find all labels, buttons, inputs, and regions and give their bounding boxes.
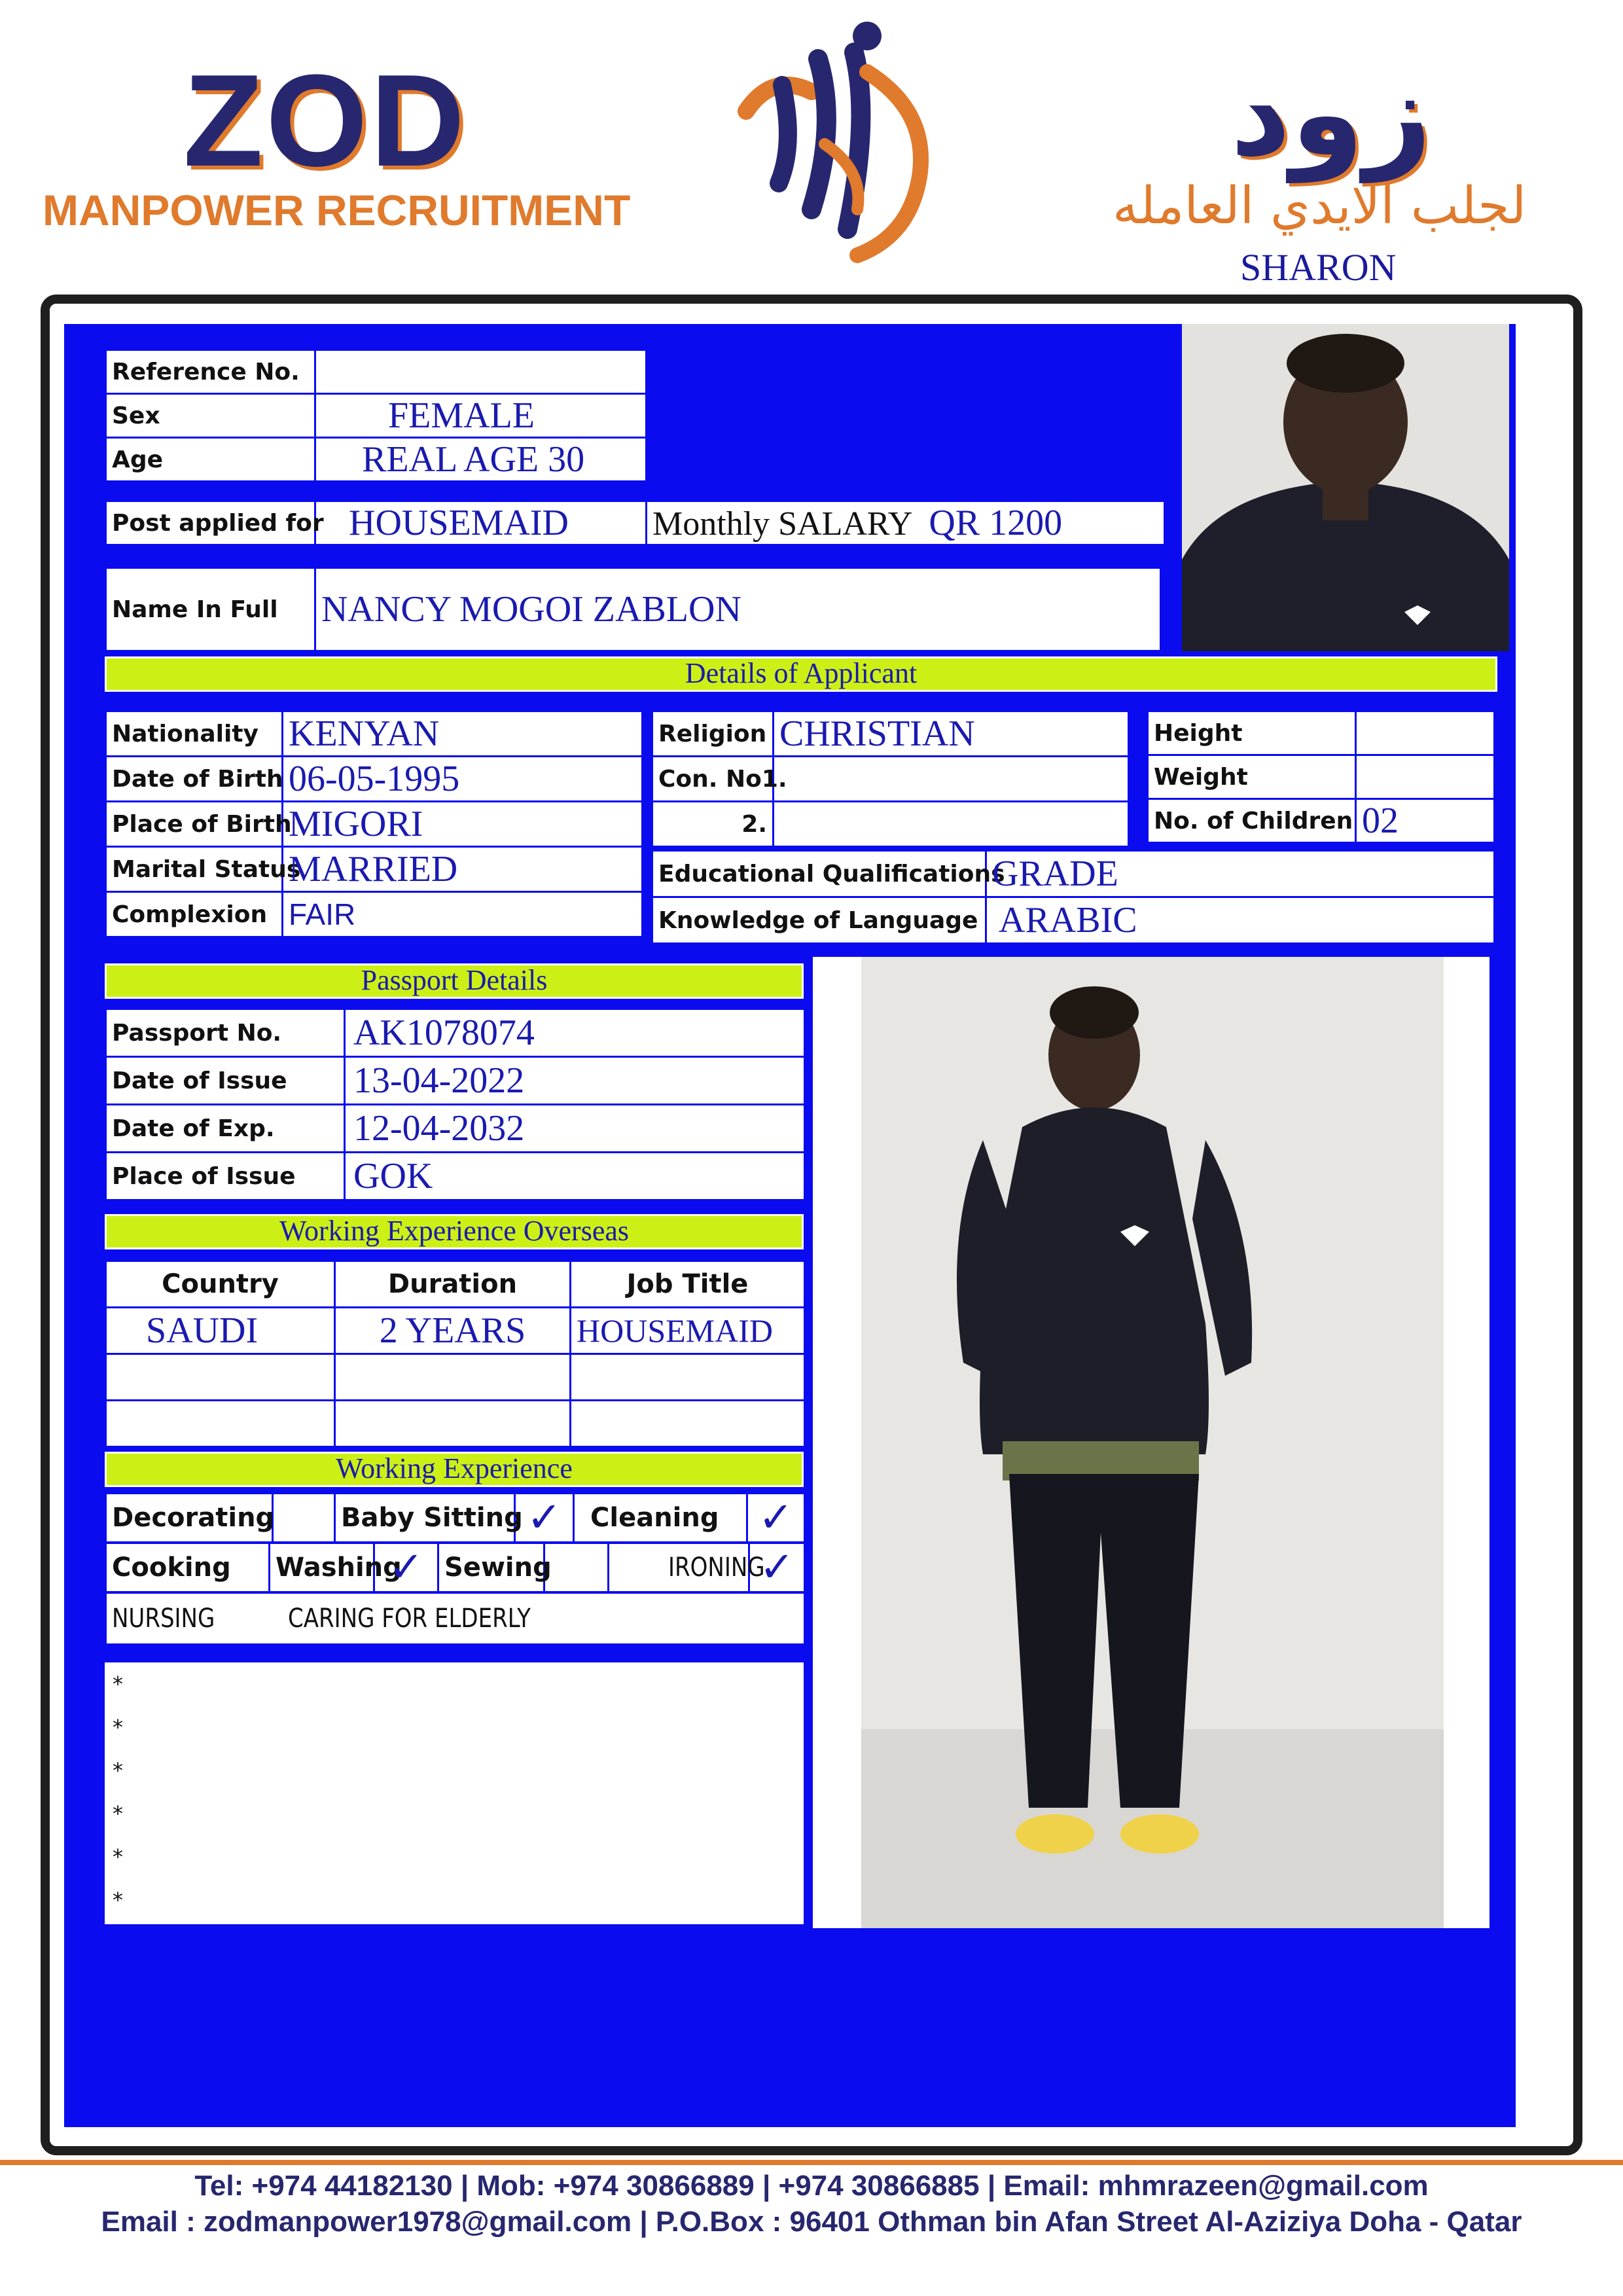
con1-label: Con. No1. (652, 757, 774, 802)
pob-value: MIGORI (283, 802, 643, 847)
check-icon: ✓ (749, 1543, 805, 1592)
overseas-duration (335, 1401, 571, 1447)
full-body-portrait-icon (813, 957, 1489, 1928)
age-value: REAL AGE 30 (315, 438, 647, 482)
passport-title-bar: Passport Details (105, 963, 804, 999)
con1-value (774, 757, 1129, 802)
remark-line: * (113, 1672, 123, 1696)
table-row (106, 1401, 805, 1447)
skill-ironing-label: IRONING (668, 1552, 765, 1583)
passport-number-label: Passport No. (106, 1009, 345, 1057)
skill-nursing-label: NURSING (112, 1604, 215, 1634)
passport-exp-label: Date of Exp. (106, 1105, 345, 1153)
details-title-bar: Details of Applicant (105, 656, 1497, 692)
experience-row-2 (105, 1542, 806, 1593)
table-row (106, 1354, 805, 1401)
age-label: Age (106, 438, 315, 482)
post-label: Post applied for (106, 501, 315, 545)
height-label: Height (1148, 711, 1356, 755)
skill-decorating-check (273, 1494, 335, 1543)
complexion-value: FAIR (283, 892, 643, 937)
education-value: GRADE (986, 851, 1495, 897)
overseas-header-duration: Duration (335, 1261, 571, 1308)
skill-caring-label: CARING FOR ELDERLY (287, 1604, 531, 1634)
marital-value: MARRIED (283, 847, 643, 892)
reference-label: Reference No. (106, 350, 315, 394)
overseas-header-country: Country (106, 1261, 335, 1308)
physical-table (1147, 710, 1495, 844)
check-icon: ✓ (374, 1543, 438, 1592)
skill-sewing-check (544, 1543, 609, 1592)
salary-label: Monthly SALARY (652, 505, 913, 543)
remark-line: * (113, 1888, 123, 1912)
language-value: ARABIC (986, 897, 1495, 944)
agent-name: SHARON (1240, 246, 1397, 289)
children-label: No. of Children (1148, 799, 1356, 843)
nationality-label: Nationality (106, 711, 283, 757)
weight-label: Weight (1148, 755, 1356, 799)
salary-value: QR 1200 (929, 503, 1063, 543)
check-icon: ✓ (515, 1494, 574, 1543)
passport-table (105, 1008, 806, 1201)
passport-number-value: AK1078074 (345, 1009, 805, 1057)
check-icon: ✓ (747, 1494, 805, 1543)
nationality-value: KENYAN (283, 711, 643, 757)
overseas-title-bar: Working Experience Overseas (105, 1214, 804, 1249)
con2-label: 2. (652, 802, 774, 847)
brand-logo-text: ZOD (183, 48, 468, 194)
applicant-headshot (1182, 324, 1509, 651)
salary-cell (647, 501, 1165, 545)
language-label: Knowledge of Language (652, 897, 986, 944)
marital-label: Marital Status (106, 847, 283, 892)
skill-decorating: Decorating (106, 1494, 273, 1543)
religion-label: Religion (652, 711, 774, 757)
overseas-country: SAUDI (106, 1308, 335, 1354)
experience-title-bar: Working Experience (105, 1452, 804, 1487)
name-label: Name In Full (106, 568, 315, 651)
complexion-label: Complexion (106, 892, 283, 937)
skill-ironing (609, 1543, 765, 1592)
applicant-full-photo (813, 957, 1489, 1928)
company-logo-icon (733, 13, 942, 262)
table-row (106, 1308, 805, 1354)
arabic-subtitle: لجلب الايدي العامله (1113, 177, 1527, 236)
overseas-country (106, 1354, 335, 1401)
overseas-job (571, 1401, 805, 1447)
footer-contact-line: Tel: +974 44182130 | Mob: +974 30866889 | +974 30866885 | Email: mhmrazeen@gmail.com (194, 2170, 1429, 2202)
sex-value: FEMALE (315, 394, 647, 438)
con2-value (774, 802, 1129, 847)
name-value: NANCY MOGOI ZABLON (315, 568, 1161, 651)
name-table (105, 567, 1162, 652)
children-value: 02 (1356, 799, 1495, 843)
skill-nursing (106, 1593, 283, 1645)
overseas-job: HOUSEMAID (571, 1308, 805, 1354)
footer-divider (0, 2160, 1623, 2165)
passport-place-label: Place of Issue (106, 1153, 345, 1200)
religion-value: CHRISTIAN (774, 711, 1129, 757)
post-table (105, 500, 1166, 546)
skill-caring (283, 1593, 805, 1645)
overseas-duration: 2 YEARS (335, 1308, 571, 1354)
overseas-country (106, 1401, 335, 1447)
remark-line: * (113, 1715, 123, 1740)
dob-value: 06-05-1995 (283, 757, 643, 802)
religion-table (651, 710, 1130, 848)
height-value (1356, 711, 1495, 755)
remarks-box (105, 1662, 804, 1924)
skill-baby-sitting: Baby Sitting (335, 1494, 515, 1543)
qualifications-table (651, 850, 1495, 944)
remark-line: * (113, 1844, 123, 1869)
passport-place-value: GOK (345, 1153, 805, 1200)
education-label: Educational Qualifications (652, 851, 986, 897)
footer-address-line: Email : zodmanpower1978@gmail.com | P.O.Box : 96401 Othman bin Afan Street Al-Aziziya Doha - Qatar (101, 2206, 1522, 2238)
overseas-job (571, 1354, 805, 1401)
post-value: HOUSEMAID (315, 501, 647, 545)
overseas-table (105, 1260, 806, 1448)
experience-row-3 (105, 1592, 806, 1645)
passport-exp-value: 12-04-2032 (345, 1105, 805, 1153)
headshot-portrait-icon (1182, 324, 1509, 651)
skill-cleaning: Cleaning (574, 1494, 747, 1543)
overseas-header-job: Job Title (571, 1261, 805, 1308)
reference-value (315, 350, 647, 394)
skill-cooking: Cooking (106, 1543, 270, 1592)
weight-value (1356, 755, 1495, 799)
sex-label: Sex (106, 394, 315, 438)
personal-details-table (105, 710, 643, 938)
brand-subtitle: MANPOWER RECRUITMENT (43, 186, 631, 234)
passport-issue-label: Date of Issue (106, 1057, 345, 1105)
skill-washing: Washing (270, 1543, 374, 1592)
overseas-duration (335, 1354, 571, 1401)
experience-row-1 (105, 1492, 806, 1543)
basic-info-table (105, 349, 647, 482)
pob-label: Place of Birth (106, 802, 283, 847)
remark-line: * (113, 1758, 123, 1783)
skill-sewing: Sewing (438, 1543, 544, 1592)
arabic-brand: زود (1230, 46, 1432, 183)
passport-issue-value: 13-04-2022 (345, 1057, 805, 1105)
dob-label: Date of Birth (106, 757, 283, 802)
remark-line: * (113, 1801, 123, 1826)
